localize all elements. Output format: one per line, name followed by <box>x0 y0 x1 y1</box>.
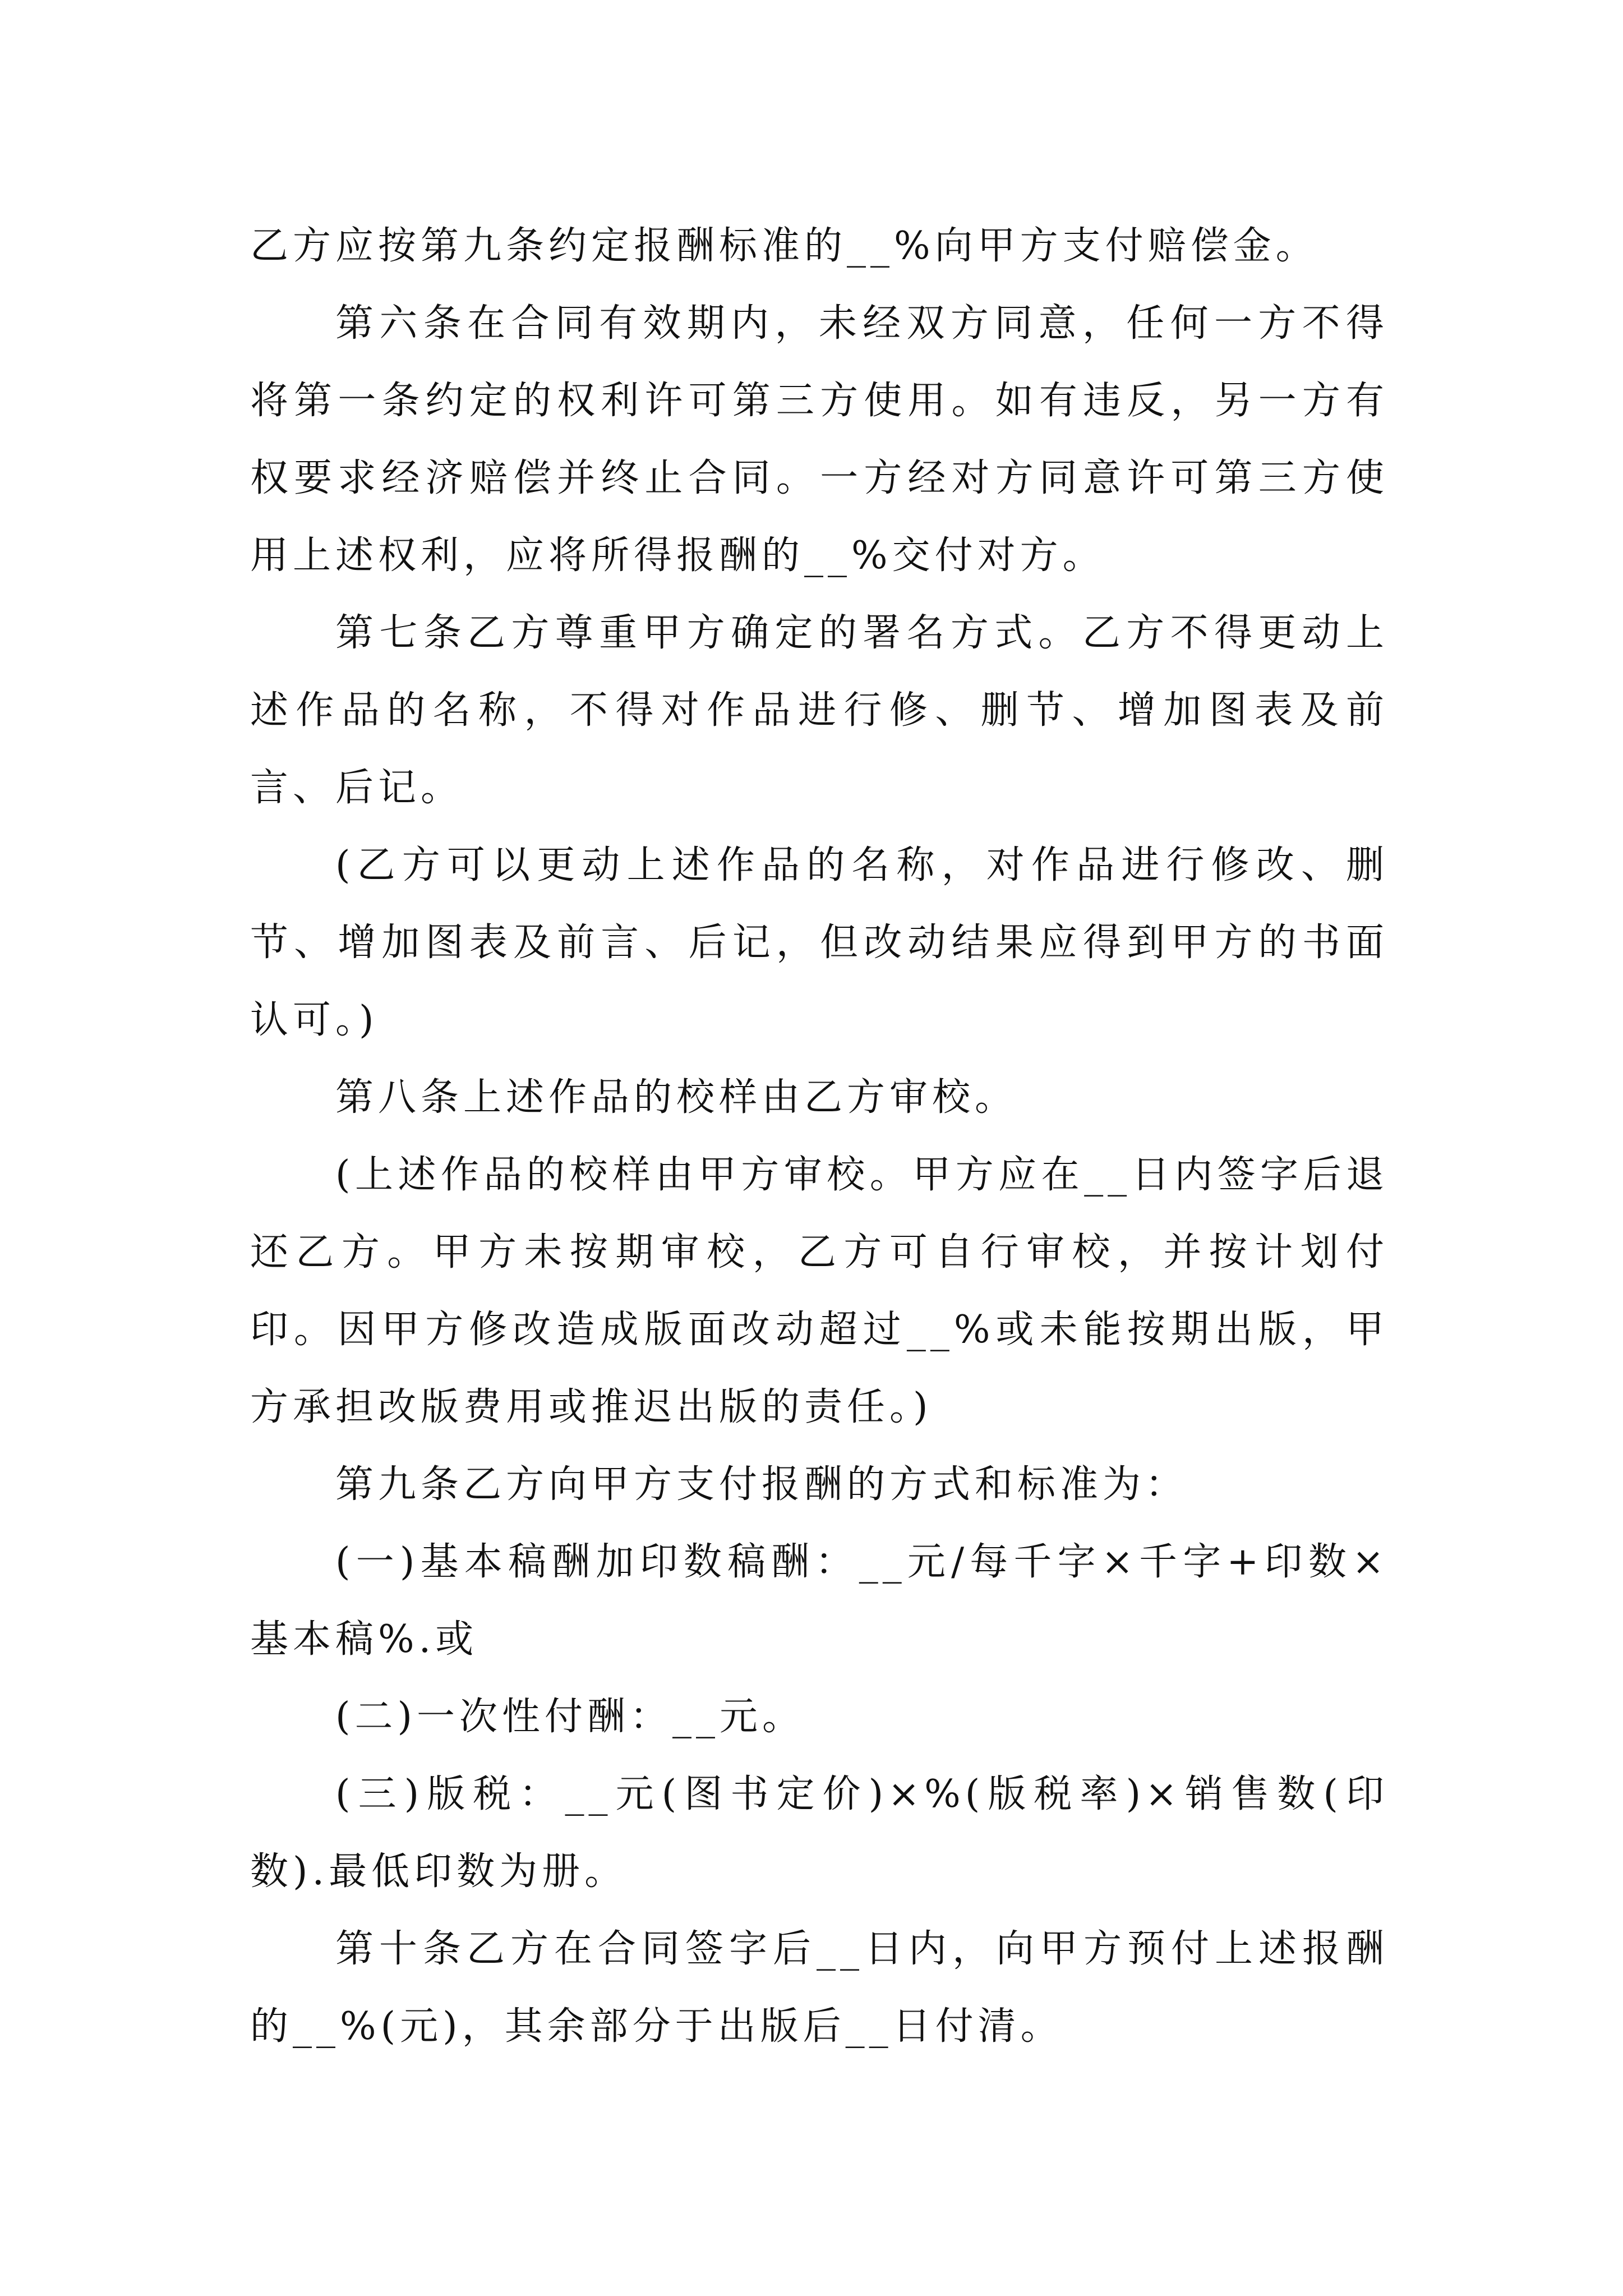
paragraph-article-8-alternative: (上述作品的校样由甲方审校。甲方应在__日内签字后退还乙方。甲方未按期审校，乙方可自行审校，并按计划付印。因甲方修改造成版面改动超过__%或未能按期出版，甲方承担改版费用或推迟出版的责任。) <box>250 1153 1389 1429</box>
paragraph-article-7: 第七条乙方尊重甲方确定的署名方式。乙方不得更动上述作品的名称，不得对作品进行修、删节、增加图表及前言、后记。 <box>250 611 1389 810</box>
document-body <box>250 208 1389 2065</box>
paragraph-article-9-option-2: (二)一次性付酬：__元。 <box>335 1695 805 1739</box>
paragraph-article-8: 第八条上述作品的校样由乙方审校。 <box>335 1075 1018 1120</box>
paragraph-article-9: 第九条乙方向甲方支付报酬的方式和标准为： <box>335 1462 1188 1507</box>
paragraph-article-6: 第六条在合同有效期内，未经双方同意，任何一方不得将第一条约定的权利许可第三方使用。如有违反，另一方有权要求经济赔偿并终止合同。一方经对方同意许可第三方使用上述权利，应将所得报酬的__%交付对方。 <box>250 301 1389 578</box>
paragraph-article-9-option-3: (三)版税：__元(图书定价)×%(版税率)×销售数(印数).最低印数为册。 <box>250 1772 1389 1894</box>
paragraph-compensation-continued: 乙方应按第九条约定报酬标准的__%向甲方支付赔偿金。 <box>250 224 1318 268</box>
paragraph-article-10: 第十条乙方在合同签字后__日内，向甲方预付上述报酬的__%(元)，其余部分于出版后__日付清。 <box>250 1927 1389 2049</box>
paragraph-article-9-option-1: (一)基本稿酬加印数稿酬：__元/每千字×千字+印数×基本稿%.或 <box>250 1540 1389 1662</box>
paragraph-article-7-alternative: (乙方可以更动上述作品的名称，对作品进行修改、删节、增加图表及前言、后记，但改动结果应得到甲方的书面认可。) <box>250 843 1389 1042</box>
